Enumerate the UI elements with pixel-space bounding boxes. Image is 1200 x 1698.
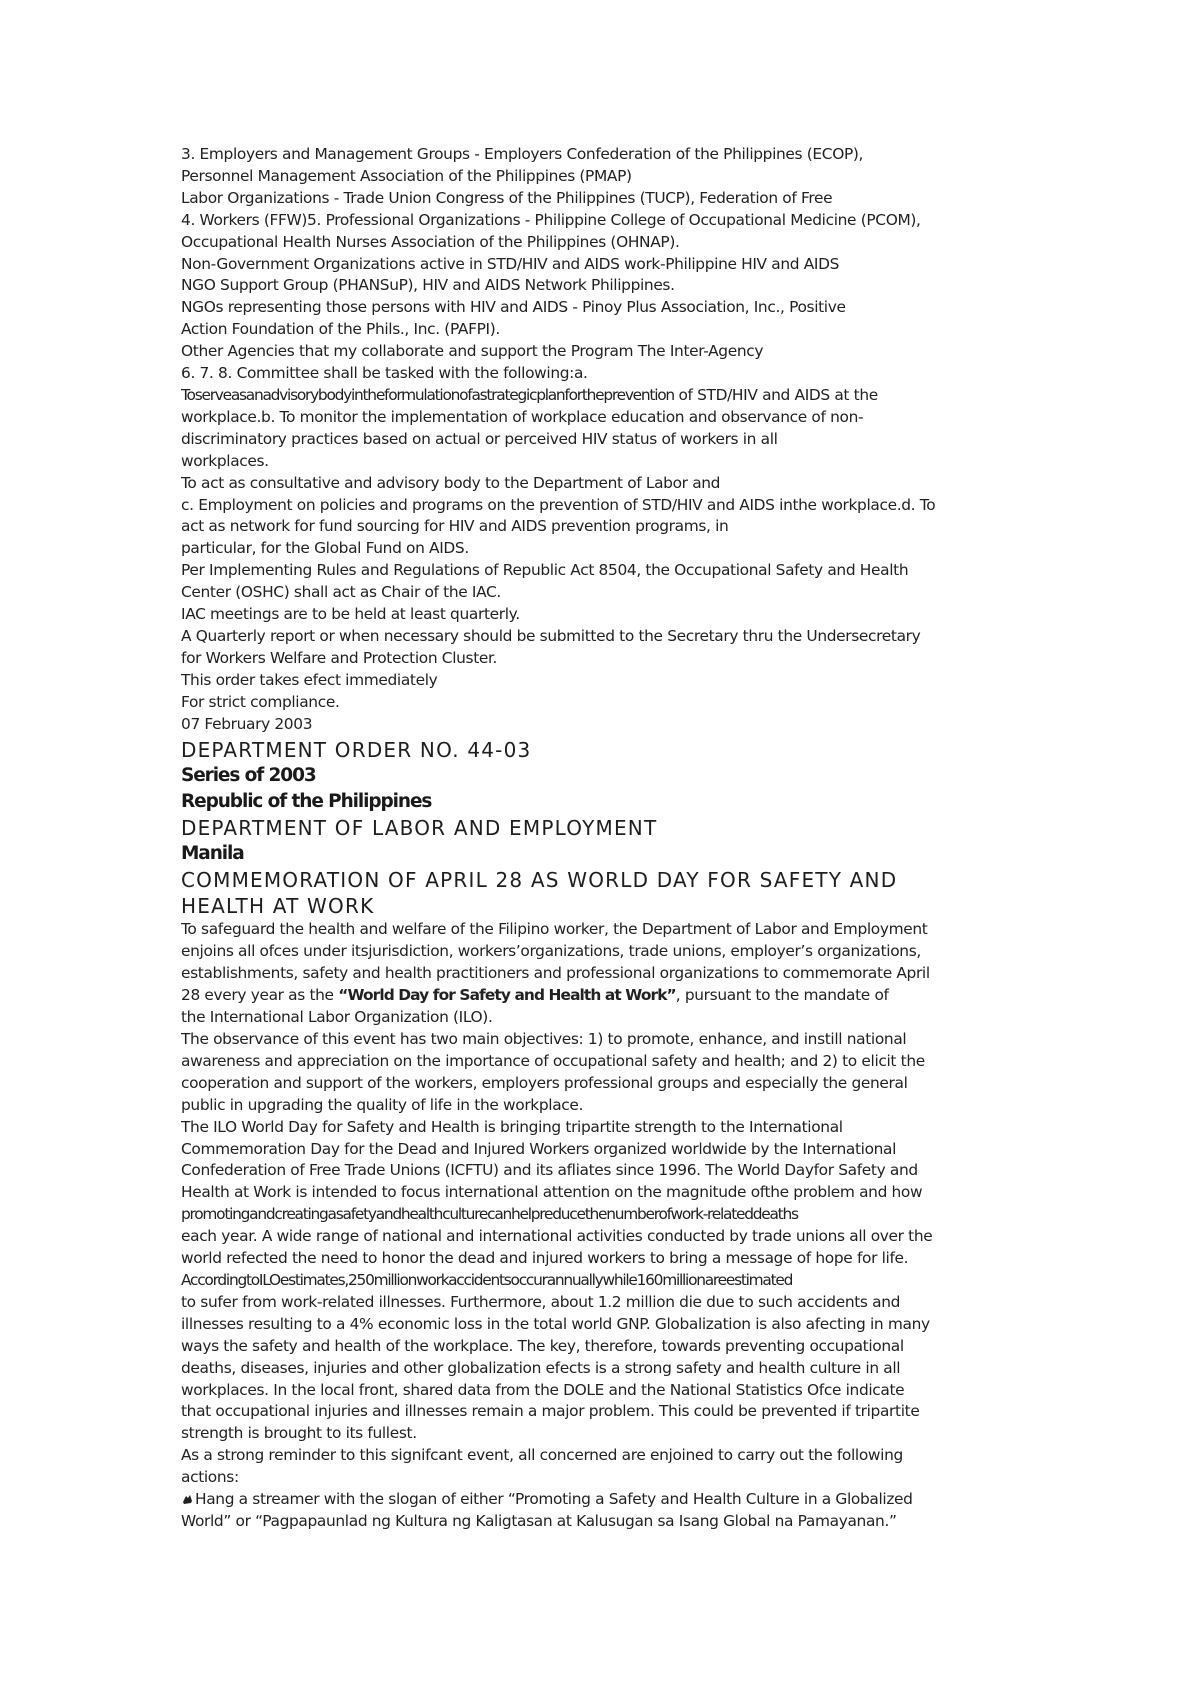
text-line xyxy=(181,385,1041,407)
text-line: Per Implementing Rules and Regulations of Republic Act 8504, the Occupational Safety and Health xyxy=(181,561,909,580)
text-line: To safeguard the health and welfare of the Filipino worker, the Department of Labor and Employment xyxy=(181,920,928,939)
text-line: Health at Work is intended to focus international attention on the magnitude ofthe problem and how xyxy=(181,1183,923,1202)
text-line: world refected the need to honor the dead and injured workers to bring a message of hope for life. xyxy=(181,1249,909,1268)
bullet-text: Hang a streamer with the slogan of either “Promoting a Safety and Health Culture in a Globalized xyxy=(195,1490,913,1509)
bold-event-name: “World Day for Safety and Health at Work” xyxy=(338,986,676,1005)
text-line: awareness and appreciation on the importance of occupational safety and health; and 2) to elicit the xyxy=(181,1051,925,1070)
text-line: NGO Support Group (PHANSuP), HIV and AIDS Network Philippines. xyxy=(181,276,675,295)
text-line: the International Labor Organization (ILO). xyxy=(181,1008,493,1027)
date-line: 07 February 2003 xyxy=(181,714,313,733)
text-line: c. Employment on policies and programs on the prevention of STD/HIV and AIDS inthe workplace.d. To xyxy=(181,495,936,514)
text-line: As a strong reminder to this signifcant event, all concerned are enjoined to carry out the following xyxy=(181,1446,903,1465)
text-line: actions: xyxy=(181,1468,239,1487)
text-line: World” or “Pagpapaunlad ng Kultura ng Kaligtasan at Kalusugan sa Isang Global na Pamayanan.” xyxy=(181,1511,897,1530)
text-line: A Quarterly report or when necessary should be submitted to the Secretary thru the Undersecretary xyxy=(181,626,921,645)
text-line: 6. 7. 8. Committee shall be tasked with the following:a. xyxy=(181,364,588,383)
text-line: public in upgrading the quality of life in the workplace. xyxy=(181,1095,584,1114)
text-line: Occupational Health Nurses Association of the Philippines (OHNAP). xyxy=(181,232,680,251)
text-line: enjoins all ofces under itsjurisdiction, workers’organizations, trade unions, employer’s organizations, xyxy=(181,942,921,961)
text-line: The ILO World Day for Safety and Health is bringing tripartite strength to the International xyxy=(181,1117,843,1136)
text-line: 4. Workers (FFW)5. Professional Organizations - Philippine College of Occupational Medicine (PCOM), xyxy=(181,210,921,229)
text-line: Confederation of Free Trade Unions (ICFTU) and its afliates since 1996. The World Dayfor Safety and xyxy=(181,1161,918,1180)
text-line: To act as consultative and advisory body to the Department of Labor and xyxy=(181,473,721,492)
text-line: Labor Organizations - Trade Union Congress of the Philippines (TUCP), Federation of Free xyxy=(181,188,833,207)
city-heading: Manila xyxy=(181,843,244,865)
text-line: For strict compliance. xyxy=(181,692,340,711)
text-line: Other Agencies that my collaborate and support the Program The Inter-Agency xyxy=(181,342,764,361)
text-line: illnesses resulting to a 4% economic loss in the total world GNP. Globalization is also afecting in many xyxy=(181,1314,930,1333)
title-heading-line-1: COMMEMORATION OF APRIL 28 AS WORLD DAY FOR SAFETY AND xyxy=(181,868,898,893)
text-line: IAC meetings are to be held at least quarterly. xyxy=(181,605,520,624)
compressed-text: Toserveasanadvisorybodyintheformulationofastrategicplanfortheprevention xyxy=(181,385,674,404)
text-line: particular, for the Global Fund on AIDS. xyxy=(181,539,469,558)
text-line: 3. Employers and Management Groups - Employers Confederation of the Philippines (ECOP), xyxy=(181,145,864,163)
text-span: 28 every year as the xyxy=(181,986,339,1005)
text-span: , pursuant to the mandate of xyxy=(675,986,889,1005)
text-line: NGOs representing those persons with HIV and AIDS - Pinoy Plus Association, Inc., Positive xyxy=(181,298,846,317)
text-line: The observance of this event has two main objectives: 1) to promote, enhance, and instill national xyxy=(181,1030,907,1048)
text-line: workplaces. In the local front, shared data from the DOLE and the National Statistics Ofce indicate xyxy=(181,1380,905,1399)
text-line: each year. A wide range of national and international activities conducted by trade unions all over the xyxy=(181,1227,933,1246)
text-line: discriminatory practices based on actual or perceived HIV status of workers in all xyxy=(181,429,778,448)
text-line: deaths, diseases, injuries and other globalization efects is a strong safety and health culture in all xyxy=(181,1358,901,1377)
text-line: Personnel Management Association of the Philippines (PMAP) xyxy=(181,166,632,185)
title-heading-line-2: HEALTH AT WORK xyxy=(181,894,375,919)
document-body xyxy=(181,144,1041,1533)
text-line: establishments, safety and health practitioners and professional organizations to commemorate April xyxy=(181,964,930,983)
text-line: Commemoration Day for the Dead and Injured Workers organized worldwide by the International xyxy=(181,1139,897,1158)
republic-heading: Republic of the Philippines xyxy=(181,791,432,813)
compressed-text-line: AccordingtoILOestimates,250millionworkaccidentsoccurannuallywhile160millionareestimated xyxy=(181,1270,793,1289)
text-line: cooperation and support of the workers, employers professional groups and especially the general xyxy=(181,1073,908,1092)
text-line: workplaces. xyxy=(181,451,269,470)
series-heading: Series of 2003 xyxy=(181,765,316,787)
compressed-text-line: promotingandcreatingasafetyandhealthculturecanhelpreducethenumberofwork-relateddeaths xyxy=(181,1205,798,1224)
text-line xyxy=(181,985,1041,1007)
text-line: that occupational injuries and illnesses remain a major problem. This could be prevented if tripartite xyxy=(181,1402,920,1421)
bullet-icon xyxy=(181,1490,194,1502)
text-line: Center (OSHC) shall act as Chair of the IAC. xyxy=(181,583,501,602)
text-span: of STD/HIV and AIDS at the xyxy=(673,385,878,404)
text-line: This order takes efect immediately xyxy=(181,670,438,689)
department-heading: DEPARTMENT OF LABOR AND EMPLOYMENT xyxy=(181,816,658,841)
text-line: act as network for fund sourcing for HIV and AIDS prevention programs, in xyxy=(181,517,729,536)
text-line: for Workers Welfare and Protection Cluster. xyxy=(181,648,498,667)
text-line: strength is brought to its fullest. xyxy=(181,1424,417,1443)
order-number-heading: DEPARTMENT ORDER NO. 44-03 xyxy=(181,738,532,763)
text-line: ways the safety and health of the workplace. The key, therefore, towards preventing occupational xyxy=(181,1336,904,1355)
text-line: Action Foundation of the Phils., Inc. (PAFPI). xyxy=(181,320,500,339)
text-line: Non-Government Organizations active in STD/HIV and AIDS work-Philippine HIV and AIDS xyxy=(181,254,840,273)
text-line: workplace.b. To monitor the implementation of workplace education and observance of non- xyxy=(181,407,864,426)
text-line: to sufer from work-related illnesses. Furthermore, about 1.2 million die due to such accidents and xyxy=(181,1292,901,1311)
bullet-item xyxy=(181,1489,1041,1511)
